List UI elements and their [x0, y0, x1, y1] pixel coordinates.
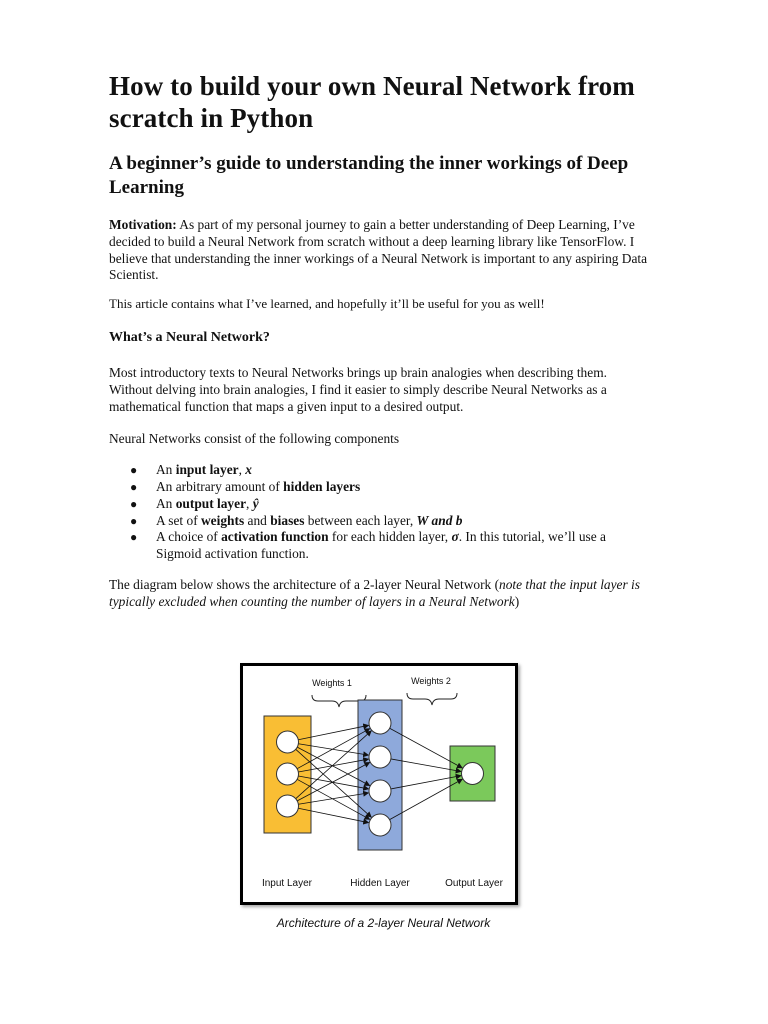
architecture-figure	[240, 663, 518, 905]
input-node	[277, 763, 299, 785]
diagram-intro: The diagram below shows the architecture of a 2-layer Neural Network (note that the input layer is typically excluded when counting the number of layers in a Neural Network)	[109, 576, 640, 609]
intro-paragraph: Most introductory texts to Neural Networks brings up brain analogies when describing them. Without delving into brain analogies, I find it easier to simply describe Neural Networks as a mathematical function that maps a given input to a desired output.	[109, 364, 607, 414]
bullet: ●	[130, 530, 138, 545]
list-item: ● A set of weights and biases between each layer, W and b	[130, 512, 463, 528]
section-heading: What’s a Neural Network?	[109, 329, 270, 345]
components-intro: Neural Networks consist of the following components	[109, 431, 400, 447]
motivation-label: Motivation:	[109, 217, 177, 232]
hidden-node	[369, 712, 391, 734]
motivation-paragraph	[109, 217, 649, 284]
bullet: ●	[130, 513, 138, 528]
hidden-node	[369, 814, 391, 836]
article-title: How to build your own Neural Network from scratch in Python	[109, 71, 635, 133]
neural-network-diagram	[243, 666, 515, 902]
weights2-label: Weights 2	[411, 676, 451, 686]
weights1-label: Weights 1	[312, 678, 352, 688]
bullet: ●	[130, 496, 138, 511]
article-subtitle: A beginner’s guide to understanding the inner workings of Deep Learning	[109, 153, 629, 198]
input-layer-label: Input Layer	[261, 878, 313, 889]
output-layer-label: Output Layer	[445, 878, 503, 889]
learned-paragraph: This article contains what I’ve learned, and hopefully it’ll be useful for you as well!	[109, 296, 545, 312]
input-node	[277, 795, 299, 817]
weights2-brace	[407, 693, 457, 705]
bullet: ●	[130, 463, 138, 478]
list-item: ● A choice of activation function for each hidden layer, σ. In this tutorial, we’ll use a Sigmoid activation function.	[130, 529, 606, 562]
motivation-text: As part of my personal journey to gain a better understanding of Deep Learning, I’ve decided to build a Neural Network from scratch without a deep learning library like TensorFlow. I believe that understanding the inner workings of a Neural Network is important to any aspiring Data Scientist.	[109, 217, 648, 283]
output-node	[462, 763, 484, 785]
hidden-layer-label: Hidden Layer	[350, 878, 410, 889]
figure-caption: Architecture of a 2-layer Neural Network	[276, 916, 491, 930]
input-node	[277, 731, 299, 753]
hidden-node	[369, 780, 391, 802]
components-list	[109, 462, 649, 563]
list-item: ● An input layer, x	[130, 462, 252, 478]
list-item: ● An output layer, ŷ	[130, 495, 259, 511]
list-item: ● An arbitrary amount of hidden layers	[130, 478, 361, 494]
bullet: ●	[130, 479, 138, 494]
article	[109, 70, 649, 611]
hidden-node	[369, 746, 391, 768]
